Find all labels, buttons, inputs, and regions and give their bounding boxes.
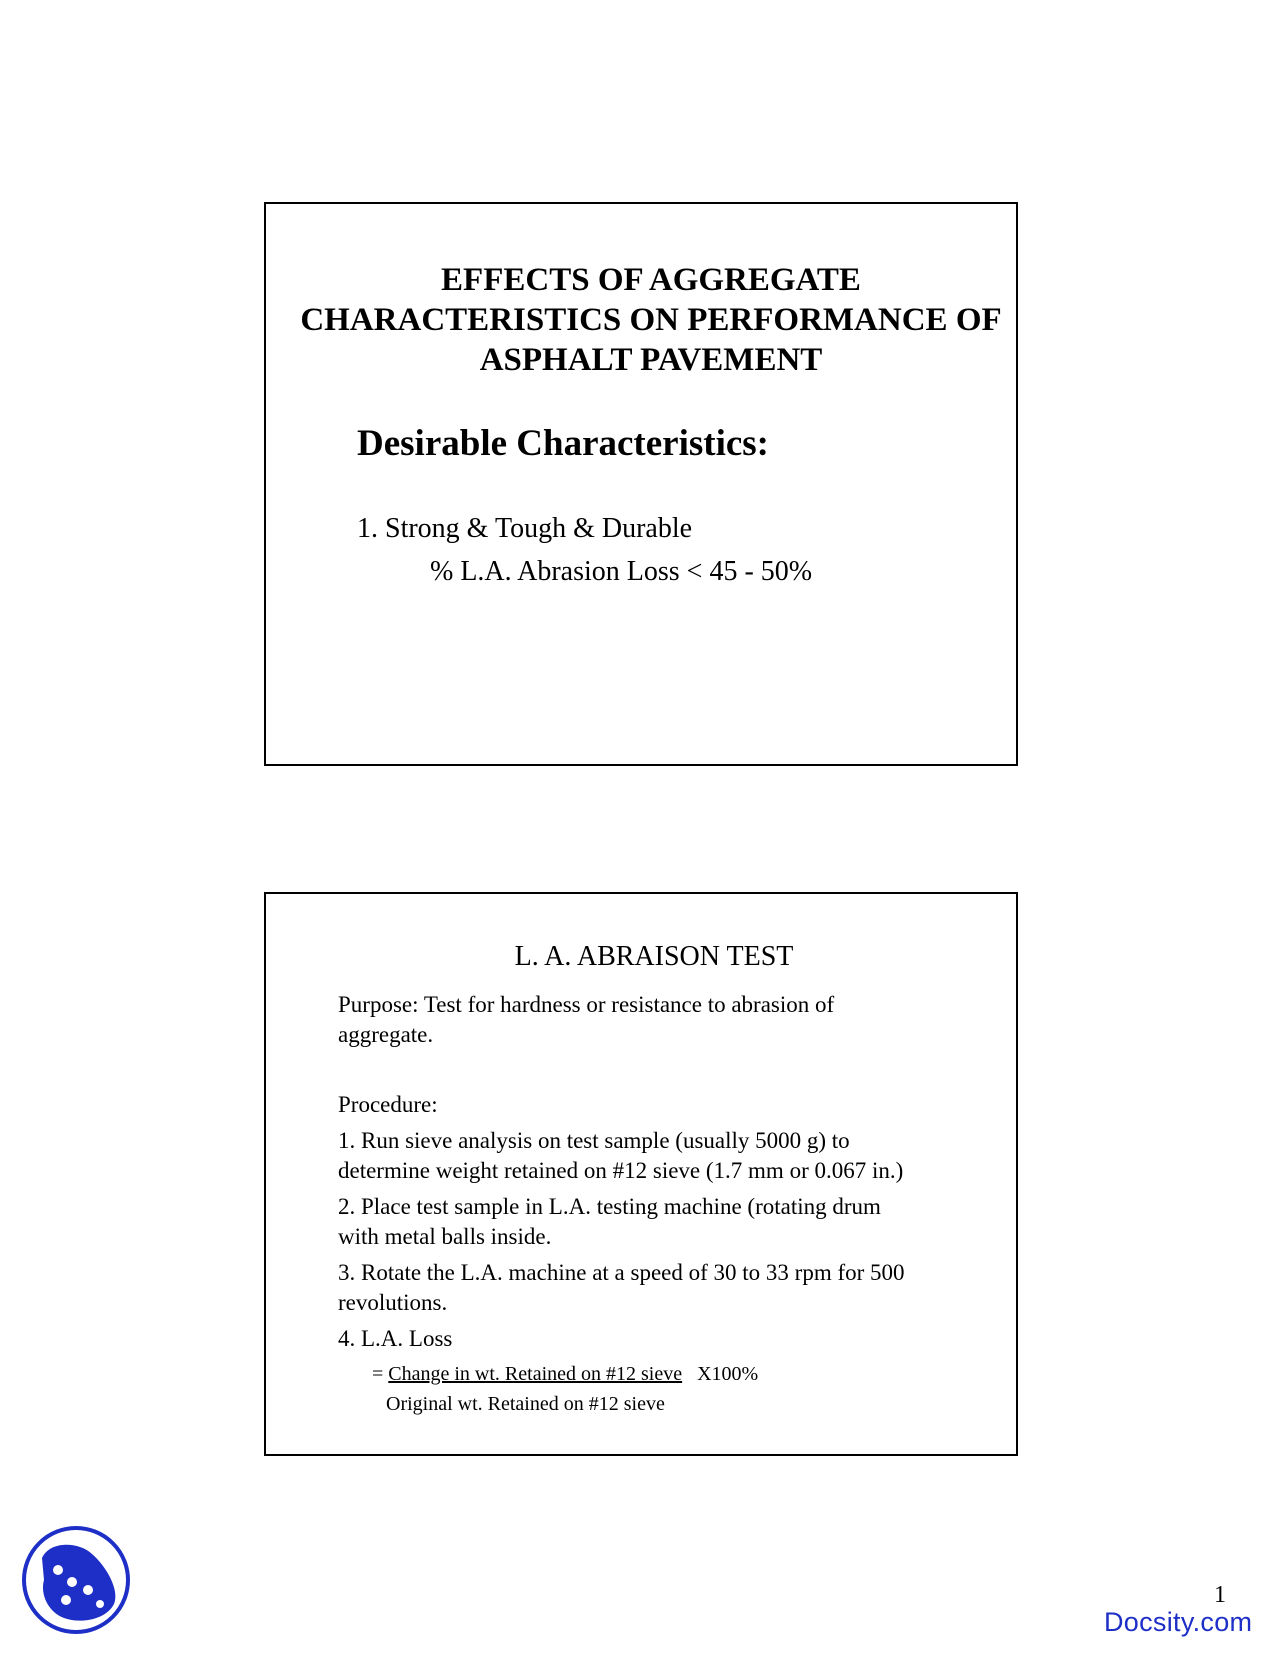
procedure-step: determine weight retained on #12 sieve (1.7 mm or 0.067 in.) — [338, 1158, 904, 1183]
slide-1 — [264, 202, 1018, 766]
procedure-step: with metal balls inside. — [338, 1224, 552, 1249]
formula-numerator: Change in wt. Retained on #12 sieve — [388, 1363, 683, 1385]
formula-multiplier: X100% — [697, 1363, 759, 1385]
formula-prefix: = — [372, 1363, 389, 1385]
formula-numerator-line — [372, 1360, 758, 1388]
procedure-step: 2. Place test sample in L.A. testing machine (rotating drum — [338, 1194, 881, 1219]
slide-2 — [264, 892, 1018, 1456]
procedure-step: 3. Rotate the L.A. machine at a speed of 30 to 33 rpm for 500 — [338, 1260, 905, 1285]
procedure-step: 4. L.A. Loss — [338, 1326, 453, 1351]
list-item-detail: % L.A. Abrasion Loss < 45 - 50% — [430, 556, 813, 587]
slide-1-title: EFFECTS OF AGGREGATE CHARACTERISTICS ON PERFORMANCE OF ASPHALT PAVEMENT — [300, 262, 1002, 378]
slide-1-subtitle: Desirable Characteristics: — [357, 423, 770, 464]
procedure-step: revolutions. — [338, 1290, 448, 1315]
page-number: 1 — [1214, 1582, 1226, 1608]
purpose-line: Purpose: Test for hardness or resistance to abrasion of — [338, 992, 835, 1017]
slide-2-title: L. A. ABRAISON TEST — [514, 941, 794, 972]
docsity-logo-icon — [20, 1524, 132, 1636]
procedure-label: Procedure: — [338, 1092, 438, 1117]
purpose-line: aggregate. — [338, 1022, 434, 1047]
procedure-step: 1. Run sieve analysis on test sample (usually 5000 g) to — [338, 1128, 850, 1153]
formula-denominator: Original wt. Retained on #12 sieve — [386, 1393, 665, 1415]
list-item: 1. Strong & Tough & Durable — [357, 513, 693, 544]
brand-watermark: Docsity.com — [1104, 1607, 1253, 1637]
